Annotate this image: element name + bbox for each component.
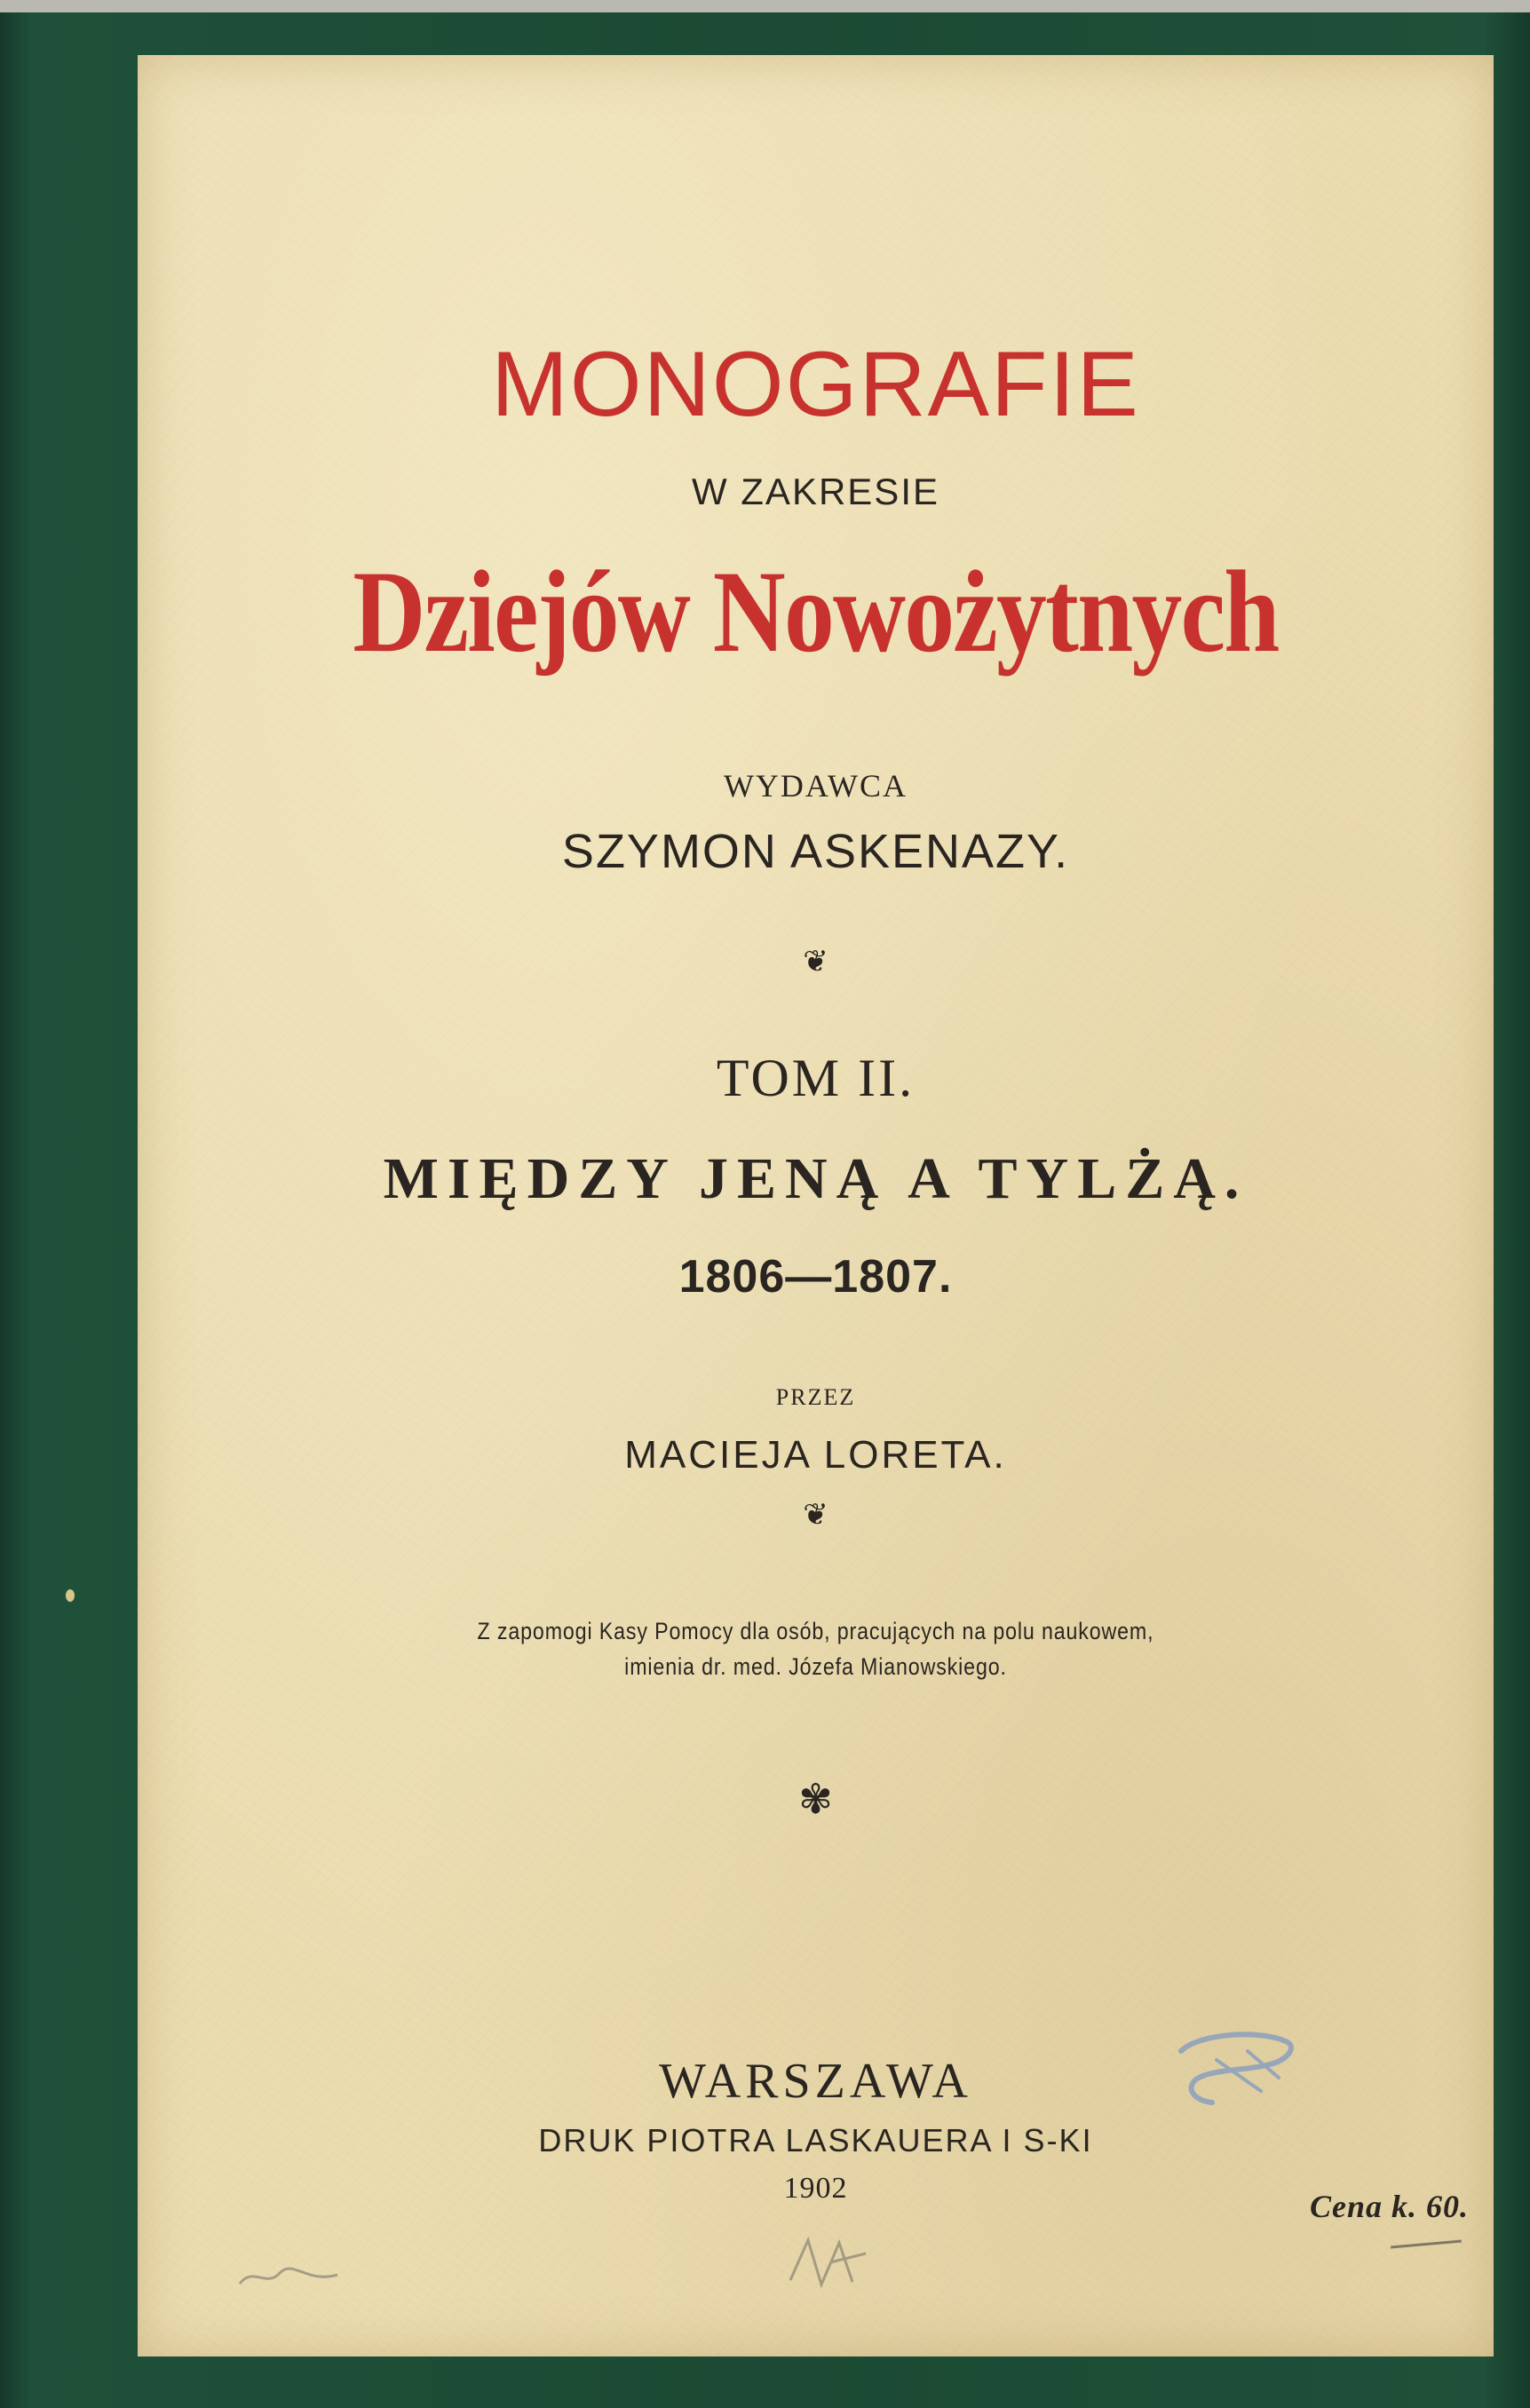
flower-ornament-icon: ✾: [798, 1777, 833, 1822]
publication-city: WARSZAWA: [659, 2054, 972, 2109]
fleuron-icon: ❦: [803, 1499, 828, 1532]
funding-note-line-1: Z zapomogi Kasy Pomocy dla osób, pracujących na polu naukowem,: [477, 1618, 1154, 1644]
volume-number: TOM II.: [716, 1049, 916, 1107]
pencil-note-icon: [231, 2248, 346, 2301]
editor-name: SZYMON ASKENAZY.: [561, 825, 1070, 878]
author-name: MACIEJA LORETA.: [624, 1433, 1007, 1477]
price-underline: [1391, 2240, 1462, 2249]
work-years: 1806—1807.: [678, 1251, 953, 1303]
editor-label: WYDAWCA: [723, 768, 908, 804]
printer-name: DRUK PIOTRA LASKAUERA I S-KI: [538, 2122, 1093, 2158]
board-mark: [66, 1589, 75, 1602]
funding-note-line-2: imienia dr. med. Józefa Mianowskiego.: [624, 1653, 1007, 1680]
series-main-title: Dziejów Nowożytnych: [353, 546, 1279, 677]
scan-edge: [0, 0, 1530, 12]
fleuron-icon: ❦: [803, 946, 828, 978]
work-title: MIĘDZY JENĄ A TYLŻĄ.: [383, 1146, 1249, 1211]
author-label: PRZEZ: [775, 1384, 856, 1410]
series-title: MONOGRAFIE: [491, 333, 1140, 436]
pencil-initials-icon: [777, 2227, 875, 2298]
price-label: Cena k. 60.: [1309, 2189, 1469, 2224]
series-subtitle: W ZAKRESIE: [691, 471, 940, 512]
library-stamp-icon: [1163, 2016, 1305, 2113]
title-page: [138, 55, 1494, 2357]
publication-year: 1902: [783, 2172, 848, 2205]
